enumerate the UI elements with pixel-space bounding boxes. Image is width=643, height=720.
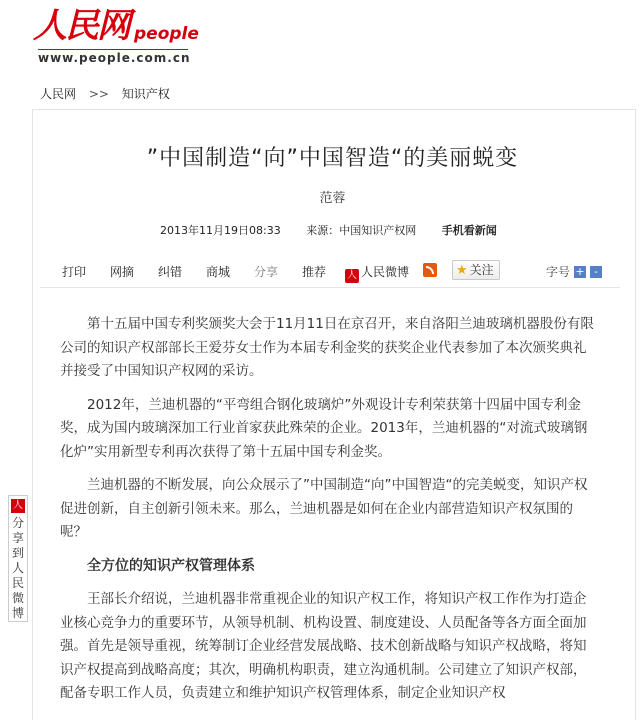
weibo-icon: 人	[13, 500, 23, 511]
section-heading: 全方位的知识产权管理体系	[87, 557, 255, 574]
share-to-weibo-label: 分享到人民微博	[11, 516, 24, 620]
paragraph: 王部长介绍说，兰迪机器非常重视企业的知识产权工作，将知识产权工作作为打造企业核心竞争力的重要环节，从领导机制、机构设置、制度建设、人员配备等各方面全面加强。首先是领导重视，统筹制订企业经营发展战略、技术创新战略与知识产权战略，将知识产权提高到战略高度；其次，明确机构职责，建立沟通机制。公司建立了知识产权部，配备专职工作人员，负责建立和维护知识产权管理体系，制定企业知识产权	[60, 591, 587, 701]
breadcrumb	[40, 85, 170, 102]
article-author: 范蓉	[319, 191, 346, 206]
article-datetime: 2013年11月19日08:33	[160, 224, 281, 237]
font-decrease-button[interactable]: -	[590, 266, 602, 278]
logo-divider	[38, 49, 188, 50]
breadcrumb-separator: >>	[88, 87, 109, 101]
mall-button[interactable]: 商城	[206, 265, 231, 279]
breadcrumb-home[interactable]: 人民网	[40, 87, 77, 101]
fontsize-label: 字号	[546, 265, 571, 279]
share-label: 分享	[254, 265, 279, 279]
share-to-weibo-sidebar[interactable]	[8, 495, 28, 622]
rss-icon[interactable]	[423, 263, 437, 277]
article-meta	[160, 222, 519, 238]
paragraph: 兰迪机器的不断发展，向公众展示了”中国制造“向”中国智造“的完美蜕变，知识产权促进创新，自主创新引领未来。那么，兰迪机器是如何在企业内部营造知识产权氛围的呢？	[60, 477, 588, 540]
site-logo-en[interactable]: people	[134, 24, 199, 44]
article-body	[60, 313, 598, 716]
weibo-button[interactable]	[345, 263, 409, 283]
follow-label: 关注	[469, 263, 494, 277]
weibo-label: 人民微博	[361, 265, 410, 279]
mobile-news-link[interactable]: 手机看新闻	[441, 224, 497, 237]
weibo-icon: 人	[347, 270, 357, 281]
article-toolbar	[40, 257, 620, 288]
star-icon: ★	[456, 263, 468, 278]
print-button[interactable]: 打印	[62, 265, 87, 279]
site-logo[interactable]: 人民网	[33, 6, 129, 46]
paragraph: 第十五届中国专利奖颁奖大会于11月11日在京召开，来自洛阳兰迪玻璃机器股份有限公司的知识产权部部长王爱芬女士作为本届专利金奖的获奖企业代表参加了本次颁奖典礼并接受了中国知识产权网的采访。	[60, 316, 594, 379]
site-header	[0, 0, 643, 78]
email-button[interactable]: 网摘	[110, 265, 135, 279]
article-source[interactable]: 来源：中国知识产权网	[306, 224, 417, 237]
follow-button[interactable]	[452, 260, 500, 280]
breadcrumb-section[interactable]: 知识产权	[121, 87, 170, 101]
recommend-button[interactable]: 推荐	[302, 265, 327, 279]
paragraph: 2012年，兰迪机器的“平弯组合钢化玻璃炉”外观设计专利荣获第十四届中国专利金奖，成为国内玻璃深加工行业首家获此殊荣的企业。2013年，兰迪机器的“对流式玻璃钢化炉”实用新型专利再次获得了第十五届中国专利金奖。	[60, 396, 588, 460]
correct-button[interactable]: 纠错	[158, 265, 183, 279]
site-url: www.people.com.cn	[38, 51, 191, 65]
font-increase-button[interactable]: +	[575, 265, 585, 278]
article-title: ”中国制造“向”中国智造“的美丽蜕变	[146, 146, 519, 171]
